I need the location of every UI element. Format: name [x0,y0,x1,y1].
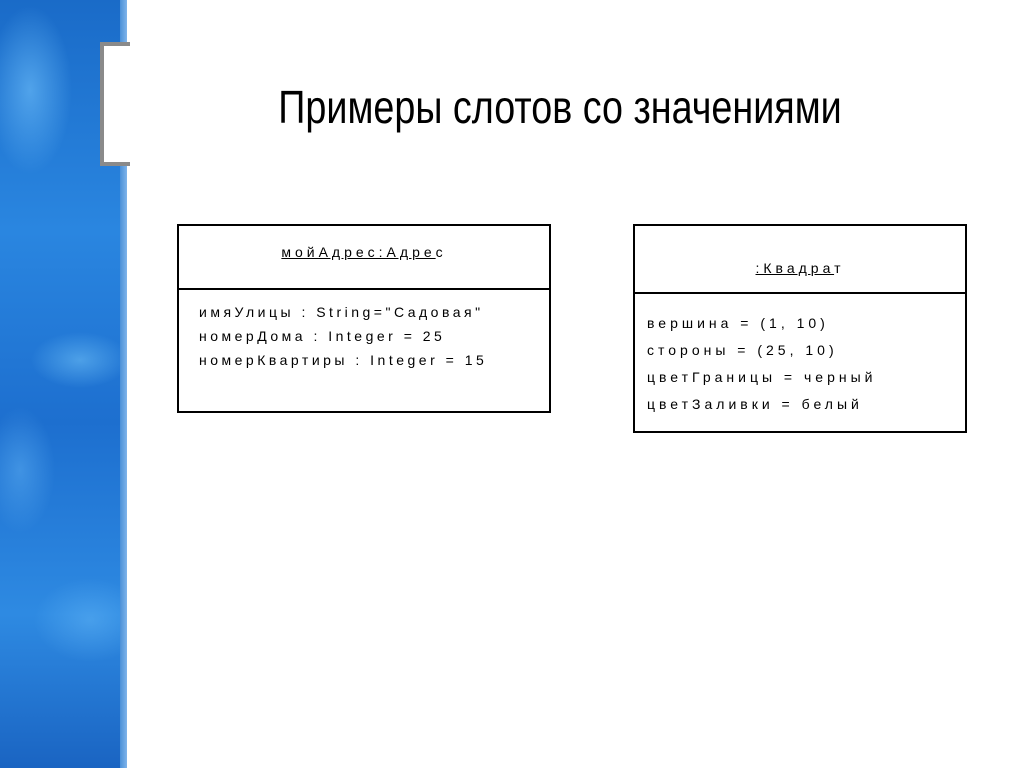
page-title: Примеры слотов со значениями [278,81,842,133]
slot-value: цветЗаливки = белый [647,396,863,412]
slot-value: номерДома : Integer = 25 [199,328,446,344]
object-name-underlined: :Квадра [755,260,835,276]
title-bracket [100,42,130,166]
object-name [635,260,965,276]
object-name-tail: т [834,260,845,276]
object-name-underlined: мойАдрес:Адре [281,244,436,260]
slot-value: вершина = (1, 10) [647,315,829,331]
object-header [635,226,965,294]
object-box-square [633,224,967,433]
object-name [179,244,549,260]
slot-value: номерКвартиры : Integer = 15 [199,352,488,368]
slot-list [179,290,549,372]
slot-value: имяУлицы : String="Садовая" [199,304,484,320]
slot-value: цветГраницы = черный [647,369,877,385]
slot-list [635,294,965,418]
object-name-tail: с [435,244,447,260]
slot-value: стороны = (25, 10) [647,342,838,358]
object-box-address [177,224,551,413]
object-header [179,226,549,290]
